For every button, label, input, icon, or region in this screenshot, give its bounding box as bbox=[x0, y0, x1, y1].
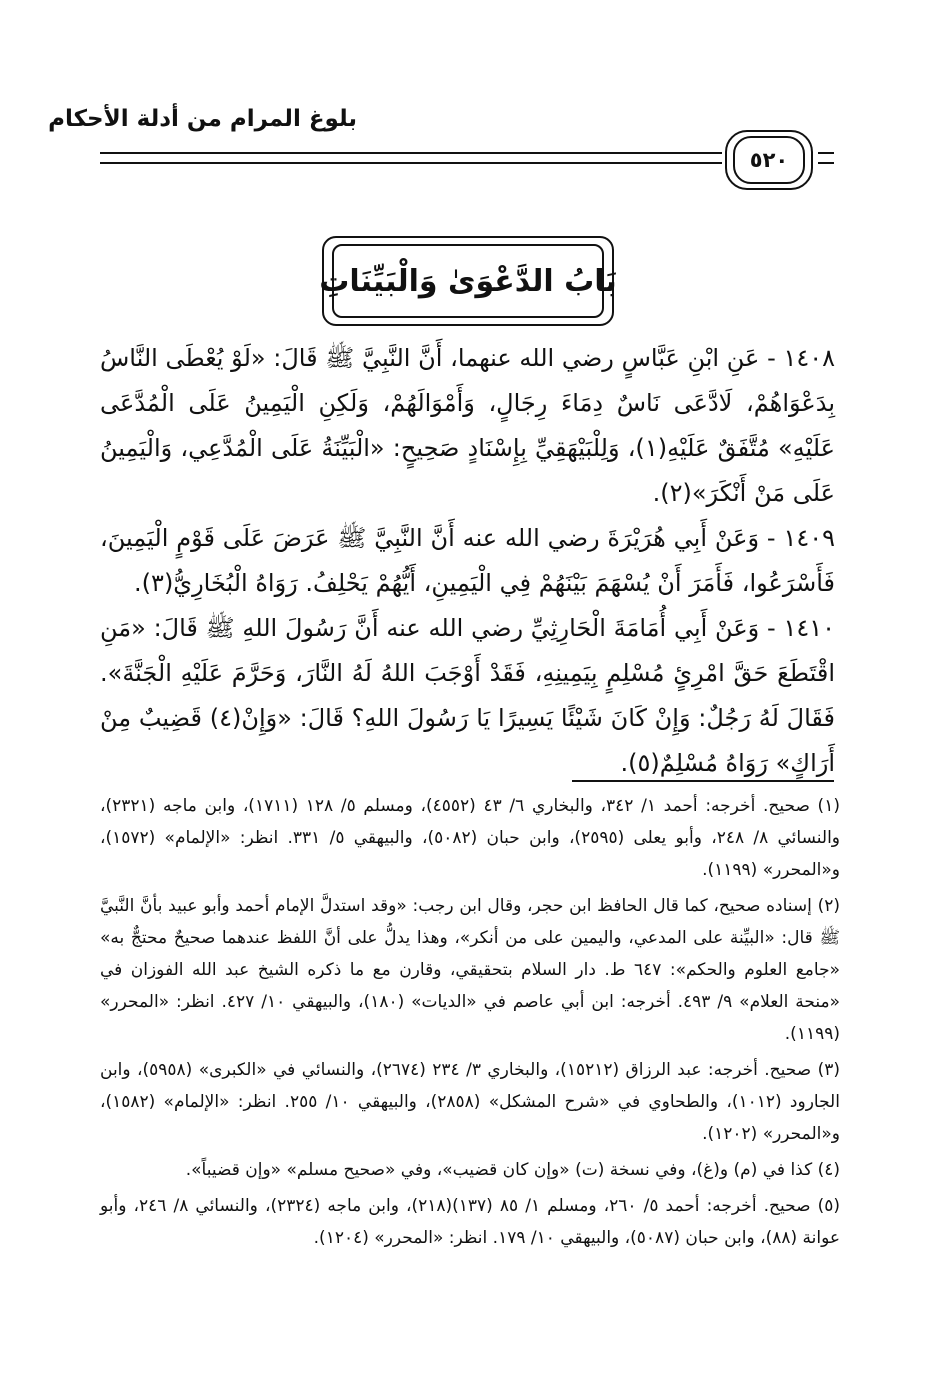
hadith-section bbox=[100, 336, 835, 786]
footnote-3: (٣) صحيح. أخرجه: عبد الرزاق (١٥٢١٢)، والبخاري ٣/ ٢٣٤ (٢٦٧٤)، والنسائي في «الكبرى» (٥٩٥٨)، وابن الجارود (١٠١٢)، والطحاوي في «شرح المشكل» (٢٨٥٨)، والبيهقي ١٠/ ٢٥٥. انظر: «الإلمام» (١٥٨٢)، و«المحرر» (١٢٠٢). bbox=[100, 1060, 840, 1144]
running-title: بلوغ المرام من أدلة الأحكام bbox=[48, 106, 357, 132]
header-rule-bottom bbox=[100, 162, 722, 164]
header-rule-right-bottom bbox=[818, 162, 834, 164]
hadith-1409: ١٤٠٩ - وَعَنْ أَبِي هُرَيْرَةَ رضي الله عنه أَنَّ النَّبِيَّ ﷺ عَرَضَ عَلَى قَوْمٍ الْيَمِينَ، فَأَسْرَعُوا، فَأَمَرَ أَنْ يُسْهَمَ بَيْنَهُمْ فِي الْيَمِينِ، أَيُّهُمْ يَحْلِفُ. رَوَاهُ الْبُخَارِيُّ(٣). bbox=[100, 524, 835, 597]
footnote-1: (١) صحيح. أخرجه: أحمد ١/ ٣٤٢، والبخاري ٦/ ٤٣ (٤٥٥٢)، ومسلم ٥/ ١٢٨ (١٧١١)، وابن ماجه (٢٣٢١)، والنسائي ٨/ ٢٤٨، وأبو يعلى (٢٥٩٥)، وابن حبان (٥٠٨٢)، والبيهقي ٥/ ٣٣١. انظر: «الإلمام» (١٥٧٢)، و«المحرر» (١١٩٩). bbox=[100, 796, 840, 880]
chapter-title-box bbox=[319, 244, 617, 318]
chapter-title: بَابُ الدَّعْوَىٰ وَالْبَيِّنَاتِ bbox=[319, 263, 617, 299]
footnotes bbox=[100, 790, 840, 1258]
hadith-1410: ١٤١٠ - وَعَنْ أَبِي أُمَامَةَ الْحَارِثِيِّ رضي الله عنه أَنَّ رَسُولَ اللهِ ﷺ قَالَ: «مَنِ اقْتَطَعَ حَقَّ امْرِئٍ مُسْلِمٍ بِيَمِينِهِ، فَقَدْ أَوْجَبَ اللهُ لَهُ النَّارَ، وَحَرَّمَ عَلَيْهِ الْجَنَّةَ». فَقَالَ لَهُ رَجُلٌ: وَإِنْ كَانَ شَيْئًا يَسِيرًا يَا رَسُولَ اللهِ؟ قَالَ: «وَإِنْ(٤) قَضِيبٌ مِنْ أَرَاكٍ» رَوَاهُ مُسْلِمٌ(٥). bbox=[100, 614, 835, 777]
footnote-2: (٢) إسناده صحيح، كما قال الحافظ ابن حجر، وقال ابن رجب: «وقد استدلَّ الإمام أحمد وأبو عبيد بأنَّ النَّبيَّ ﷺ قال: «البيِّنة على المدعي، واليمين على من أنكر»، وهذا يدلُّ على أنَّ اللفظ عندهما صحيحٌ محتجٌّ به» «جامع العلوم والحكم»: ٦٤٧ ط. دار السلام بتحقيقي، وقارن مع ما ذكره الشيخ عبد الله الفوزان في «منحة العلام» ٩/ ٤٩٣. أخرجه: ابن أبي عاصم في «الديات» (١٨٠)، والبيهقي ١٠/ ٤٢٧. انظر: «المحرر» (١١٩٩). bbox=[100, 896, 841, 1044]
page-number: ٥٢٠ bbox=[733, 136, 805, 184]
footnote-5: (٥) صحيح. أخرجه: أحمد ٥/ ٢٦٠، ومسلم ١/ ٨٥ (١٣٧)(٢١٨)، وابن ماجه (٢٣٢٤)، والنسائي ٨/ ٢٤٦، وأبو عوانة (٨٨)، وابن حبان (٥٠٨٧)، والبيهقي ١٠/ ١٧٩. انظر: «المحرر» (١٢٠٤). bbox=[100, 1196, 840, 1248]
header-rule-right-top bbox=[818, 152, 834, 154]
header-rule-top bbox=[100, 152, 722, 154]
footnote-4: (٤) كذا في (م) و(غ)، وفي نسخة (ت) «وإن كان قضيب»، وفي «صحيح مسلم» «وإن قضيباً». bbox=[185, 1160, 840, 1180]
footnote-separator bbox=[572, 780, 834, 782]
hadith-1408: ١٤٠٨ - عَنِ ابْنِ عَبَّاسٍ رضي الله عنهما، أَنَّ النَّبِيَّ ﷺ قَالَ: «لَوْ يُعْطَى النَّاسُ بِدَعْوَاهُمْ، لَادَّعَى نَاسٌ دِمَاءَ رِجَالٍ، وَأَمْوَالَهُمْ، وَلَكِنِ الْيَمِينُ عَلَى الْمُدَّعَى عَلَيْهِ» مُتَّفَقٌ عَلَيْهِ(١)، وَلِلْبَيْهَقِيِّ بِإِسْنَادٍ صَحِيحٍ: «الْبَيِّنَةُ عَلَى الْمُدَّعِي، وَالْيَمِينُ عَلَى مَنْ أَنْكَرَ»(٢). bbox=[100, 344, 836, 507]
